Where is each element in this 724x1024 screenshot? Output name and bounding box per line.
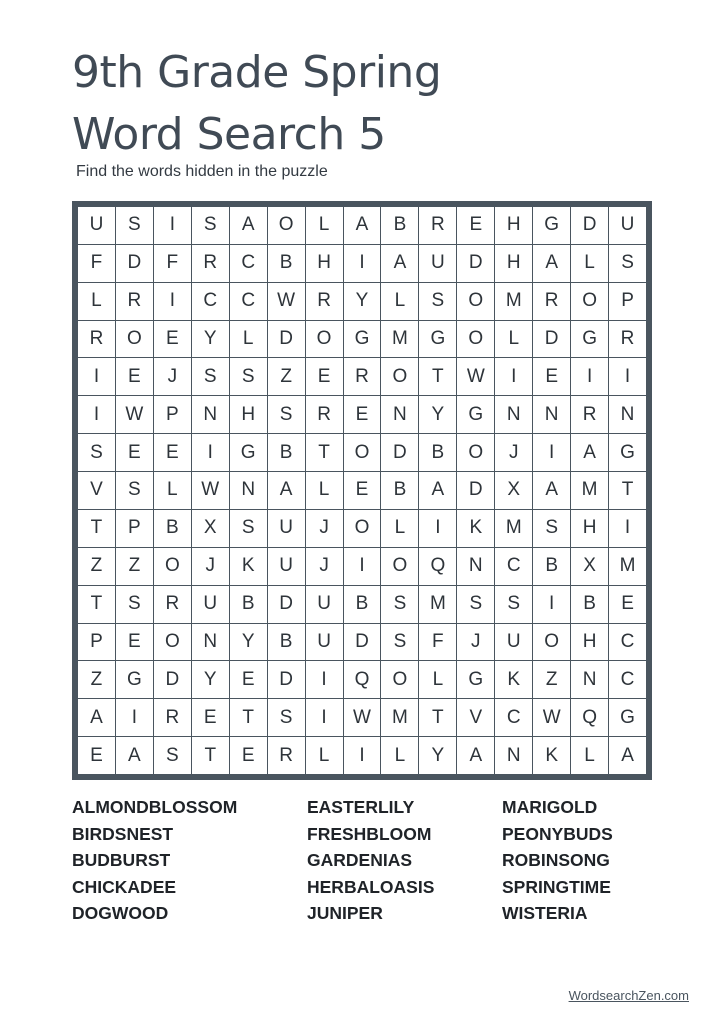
grid-cell[interactable]: B [268,624,305,661]
grid-cell[interactable]: N [495,396,532,433]
grid-cell[interactable]: W [116,396,153,433]
grid-cell[interactable]: H [306,245,343,282]
grid-cell[interactable]: O [457,321,494,358]
grid-cell[interactable]: M [419,586,456,623]
grid-cell[interactable]: B [268,434,305,471]
word-list-item: SPRINGTIME [502,876,611,897]
grid-cell[interactable]: G [230,434,267,471]
grid-cell[interactable]: R [419,207,456,244]
grid-cell[interactable]: I [609,358,646,395]
grid-cell[interactable]: D [154,661,191,698]
grid-cell[interactable]: M [571,472,608,509]
grid-cell[interactable]: E [344,396,381,433]
grid-cell[interactable]: T [419,699,456,736]
grid-cell[interactable]: K [230,548,267,585]
word-list-column-3 [502,794,613,927]
grid-cell[interactable]: R [306,283,343,320]
grid-cell[interactable]: L [230,321,267,358]
grid-cell[interactable]: W [192,472,229,509]
grid-cell[interactable]: G [609,699,646,736]
grid-cell[interactable]: L [381,283,418,320]
grid-cell[interactable]: M [381,321,418,358]
grid-cell[interactable]: Z [78,661,115,698]
grid-cell[interactable]: W [533,699,570,736]
grid-cell[interactable]: D [268,586,305,623]
grid-cell[interactable]: H [571,510,608,547]
grid-cell[interactable]: R [533,283,570,320]
grid-cell[interactable]: R [116,283,153,320]
grid-cell[interactable]: I [344,548,381,585]
grid-cell[interactable]: I [419,510,456,547]
grid-cell[interactable]: K [495,661,532,698]
grid-cell[interactable]: J [306,510,343,547]
grid-cell[interactable]: O [457,283,494,320]
grid-cell[interactable]: O [533,624,570,661]
grid-cell[interactable]: B [381,472,418,509]
grid-cell[interactable]: O [344,510,381,547]
grid-cell[interactable]: U [495,624,532,661]
grid-cell[interactable]: I [306,699,343,736]
word-list-item: JUNIPER [307,903,383,923]
grid-cell[interactable]: J [154,358,191,395]
grid-cell[interactable]: D [268,661,305,698]
grid-cell[interactable]: I [344,245,381,282]
grid-cell[interactable]: S [381,586,418,623]
grid-cell[interactable]: O [154,624,191,661]
grid-cell[interactable]: O [381,661,418,698]
word-list-item: EASTERLILY [307,797,415,817]
grid-cell[interactable]: R [306,396,343,433]
grid-cell[interactable]: S [192,358,229,395]
grid-cell[interactable]: D [533,321,570,358]
grid-cell[interactable]: S [495,586,532,623]
grid-cell[interactable]: O [306,321,343,358]
grid-cell[interactable]: O [457,434,494,471]
grid-cell[interactable]: A [381,245,418,282]
grid-cell[interactable]: N [495,737,532,774]
grid-cell[interactable]: Z [268,358,305,395]
grid-cell[interactable]: S [533,510,570,547]
word-list-item: BUDBURST [72,850,171,870]
grid-cell[interactable]: B [268,245,305,282]
grid-cell[interactable]: R [609,321,646,358]
grid-cell[interactable]: N [533,396,570,433]
grid-cell[interactable]: G [116,661,153,698]
grid-cell[interactable]: Z [116,548,153,585]
grid-cell[interactable]: G [533,207,570,244]
grid-cell[interactable]: D [381,434,418,471]
grid-cell[interactable]: O [381,548,418,585]
grid-cell[interactable]: T [230,699,267,736]
grid-cell[interactable]: A [344,207,381,244]
title-line-2: Word Search 5 [72,109,386,160]
grid-cell[interactable]: P [154,396,191,433]
grid-cell[interactable]: X [495,472,532,509]
grid-cell[interactable]: A [78,699,115,736]
grid-cell[interactable]: H [230,396,267,433]
grid-cell[interactable]: X [192,510,229,547]
grid-cell[interactable]: E [116,358,153,395]
grid-cell[interactable]: E [609,586,646,623]
grid-cell[interactable]: M [609,548,646,585]
grid-cell[interactable]: S [116,207,153,244]
grid-cell[interactable]: J [192,548,229,585]
grid-cell[interactable]: L [571,737,608,774]
grid-cell[interactable]: I [78,396,115,433]
grid-cell[interactable]: E [154,321,191,358]
grid-cell[interactable]: P [78,624,115,661]
grid-cell[interactable]: B [344,586,381,623]
grid-cell[interactable]: R [78,321,115,358]
grid-cell[interactable]: R [154,699,191,736]
grid-cell[interactable]: L [381,510,418,547]
grid-cell[interactable]: U [78,207,115,244]
grid-cell[interactable]: U [419,245,456,282]
word-list-item: BIRDSNEST [72,823,174,844]
grid-cell[interactable]: S [154,737,191,774]
grid-cell[interactable]: R [192,245,229,282]
grid-cell[interactable]: S [192,207,229,244]
grid-cell[interactable]: H [495,245,532,282]
grid-cell[interactable]: W [268,283,305,320]
grid-cell[interactable]: R [571,396,608,433]
word-list-column-1 [72,794,237,927]
grid-cell[interactable]: Y [192,321,229,358]
grid-cell[interactable]: E [154,434,191,471]
grid-cell[interactable]: B [571,586,608,623]
grid-cell[interactable]: S [268,699,305,736]
grid-cell[interactable]: C [609,624,646,661]
grid-cell[interactable]: A [230,207,267,244]
grid-cell[interactable]: K [457,510,494,547]
word-list-item: PEONYBUDS [502,823,613,844]
grid-cell[interactable]: T [192,737,229,774]
word-list-item: HERBALOASIS [307,876,435,897]
grid-cell[interactable]: A [116,737,153,774]
grid-cell[interactable]: T [78,510,115,547]
grid-cell[interactable]: O [571,283,608,320]
grid-cell[interactable]: U [192,586,229,623]
grid-cell[interactable]: E [306,358,343,395]
grid-cell[interactable]: B [230,586,267,623]
grid-cell[interactable]: N [192,624,229,661]
grid-cell[interactable]: F [78,245,115,282]
grid-cell[interactable]: E [116,624,153,661]
grid-cell[interactable]: G [609,434,646,471]
page-title [72,42,441,166]
title-line-1: 9th Grade Spring [72,47,442,98]
grid-cell[interactable]: I [609,510,646,547]
grid-cell[interactable]: Y [230,624,267,661]
grid-cell[interactable]: E [78,737,115,774]
grid-cell[interactable]: U [306,586,343,623]
grid-cell[interactable]: V [457,699,494,736]
grid-cell[interactable]: Z [533,661,570,698]
grid-cell[interactable]: A [533,245,570,282]
grid-cell[interactable]: I [78,358,115,395]
grid-cell[interactable]: L [419,661,456,698]
grid-cell[interactable]: G [457,396,494,433]
grid-cell[interactable]: R [268,737,305,774]
grid-cell[interactable]: C [230,245,267,282]
grid-cell[interactable]: M [495,510,532,547]
grid-cell[interactable]: A [609,737,646,774]
grid-cell[interactable]: A [533,472,570,509]
grid-cell[interactable]: U [306,624,343,661]
grid-cell[interactable]: P [116,510,153,547]
grid-cell[interactable]: O [154,548,191,585]
grid-cell[interactable]: S [116,472,153,509]
grid-cell[interactable]: I [306,661,343,698]
grid-cell[interactable]: I [495,358,532,395]
grid-cell[interactable]: T [306,434,343,471]
grid-cell[interactable]: T [419,358,456,395]
grid-cell[interactable]: L [306,207,343,244]
grid-cell[interactable]: B [533,548,570,585]
grid-cell[interactable]: S [116,586,153,623]
grid-cell[interactable]: I [571,358,608,395]
grid-cell[interactable]: L [381,737,418,774]
grid-cell[interactable]: O [344,434,381,471]
grid-cell[interactable]: V [78,472,115,509]
word-list-item: CHICKADEE [72,876,177,897]
grid-cell[interactable]: N [381,396,418,433]
grid-cell[interactable]: L [154,472,191,509]
instructions: Find the words hidden in the puzzle [76,163,328,180]
grid-cell[interactable]: S [609,245,646,282]
grid-cell[interactable]: S [381,624,418,661]
grid-cell[interactable]: G [457,661,494,698]
grid-cell[interactable]: Q [419,548,456,585]
grid-cell[interactable]: N [192,396,229,433]
grid-cell[interactable]: C [192,283,229,320]
grid-cell[interactable]: E [457,207,494,244]
grid-cell[interactable]: E [192,699,229,736]
grid-cell[interactable]: W [344,699,381,736]
grid-cell[interactable]: H [571,624,608,661]
grid-cell[interactable]: H [495,207,532,244]
grid-cell[interactable]: N [230,472,267,509]
grid-cell[interactable]: D [116,245,153,282]
grid-cell[interactable]: B [154,510,191,547]
grid-cell[interactable]: L [306,472,343,509]
grid-cell[interactable]: I [533,586,570,623]
word-list-item: ALMONDBLOSSOM [72,797,238,817]
grid-cell[interactable]: S [457,586,494,623]
puzzle-grid [78,207,646,774]
grid-cell[interactable]: S [230,358,267,395]
grid-cell[interactable]: B [381,207,418,244]
grid-cell[interactable]: T [609,472,646,509]
grid-cell[interactable]: G [571,321,608,358]
grid-cell[interactable]: E [116,434,153,471]
grid-cell[interactable]: F [154,245,191,282]
grid-cell[interactable]: S [78,434,115,471]
grid-cell[interactable]: U [268,548,305,585]
grid-cell[interactable]: A [457,737,494,774]
word-list [72,794,652,934]
grid-cell[interactable]: L [306,737,343,774]
grid-cell[interactable]: M [495,283,532,320]
grid-cell[interactable]: R [344,358,381,395]
word-list-item: MARIGOLD [502,797,598,817]
grid-cell[interactable]: L [495,321,532,358]
site-link[interactable]: WordsearchZen.com [568,988,689,1003]
puzzle-grid-frame [72,201,652,780]
word-list-item: FRESHBLOOM [307,823,432,844]
grid-cell[interactable]: T [78,586,115,623]
grid-cell[interactable]: M [381,699,418,736]
grid-cell[interactable]: I [116,699,153,736]
grid-cell[interactable]: S [419,283,456,320]
grid-cell[interactable]: R [154,586,191,623]
grid-cell[interactable]: A [419,472,456,509]
grid-cell[interactable]: L [571,245,608,282]
grid-cell[interactable]: S [230,510,267,547]
word-list-column-2 [307,794,434,927]
grid-cell[interactable]: Q [571,699,608,736]
grid-cell[interactable]: N [609,396,646,433]
grid-cell[interactable]: G [344,321,381,358]
grid-cell[interactable]: J [306,548,343,585]
grid-cell[interactable]: E [344,472,381,509]
word-list-item: DOGWOOD [72,903,169,923]
grid-cell[interactable]: Y [419,737,456,774]
grid-cell[interactable]: I [154,283,191,320]
grid-cell[interactable]: X [571,548,608,585]
grid-cell[interactable]: Y [192,661,229,698]
word-list-item: GARDENIAS [307,850,413,870]
grid-cell[interactable]: D [268,321,305,358]
grid-cell[interactable]: I [192,434,229,471]
grid-cell[interactable]: C [495,699,532,736]
grid-cell[interactable]: P [609,283,646,320]
grid-cell[interactable]: I [154,207,191,244]
word-list-item: WISTERIA [502,903,588,923]
grid-cell[interactable]: Y [419,396,456,433]
grid-cell[interactable]: N [457,548,494,585]
grid-cell[interactable]: D [457,245,494,282]
grid-cell[interactable]: E [533,358,570,395]
grid-cell[interactable]: F [419,624,456,661]
grid-cell[interactable]: G [419,321,456,358]
grid-cell[interactable]: D [571,207,608,244]
grid-cell[interactable]: J [495,434,532,471]
grid-cell[interactable]: A [268,472,305,509]
grid-cell[interactable]: E [230,661,267,698]
grid-cell[interactable]: C [230,283,267,320]
grid-cell[interactable]: E [230,737,267,774]
grid-cell[interactable]: I [344,737,381,774]
grid-cell[interactable]: D [457,472,494,509]
grid-cell[interactable]: Z [78,548,115,585]
grid-cell[interactable]: I [533,434,570,471]
grid-cell[interactable]: D [344,624,381,661]
grid-cell[interactable]: B [419,434,456,471]
grid-cell[interactable]: O [381,358,418,395]
grid-cell[interactable]: A [571,434,608,471]
grid-cell[interactable]: S [268,396,305,433]
grid-cell[interactable]: J [457,624,494,661]
grid-cell[interactable]: N [571,661,608,698]
grid-cell[interactable]: U [609,207,646,244]
grid-cell[interactable]: L [78,283,115,320]
grid-cell[interactable]: W [457,358,494,395]
grid-cell[interactable]: C [609,661,646,698]
grid-cell[interactable]: C [495,548,532,585]
grid-cell[interactable]: Q [344,661,381,698]
grid-cell[interactable]: K [533,737,570,774]
word-list-item: ROBINSONG [502,850,610,870]
grid-cell[interactable]: U [268,510,305,547]
grid-cell[interactable]: Y [344,283,381,320]
grid-cell[interactable]: O [268,207,305,244]
grid-cell[interactable]: O [116,321,153,358]
